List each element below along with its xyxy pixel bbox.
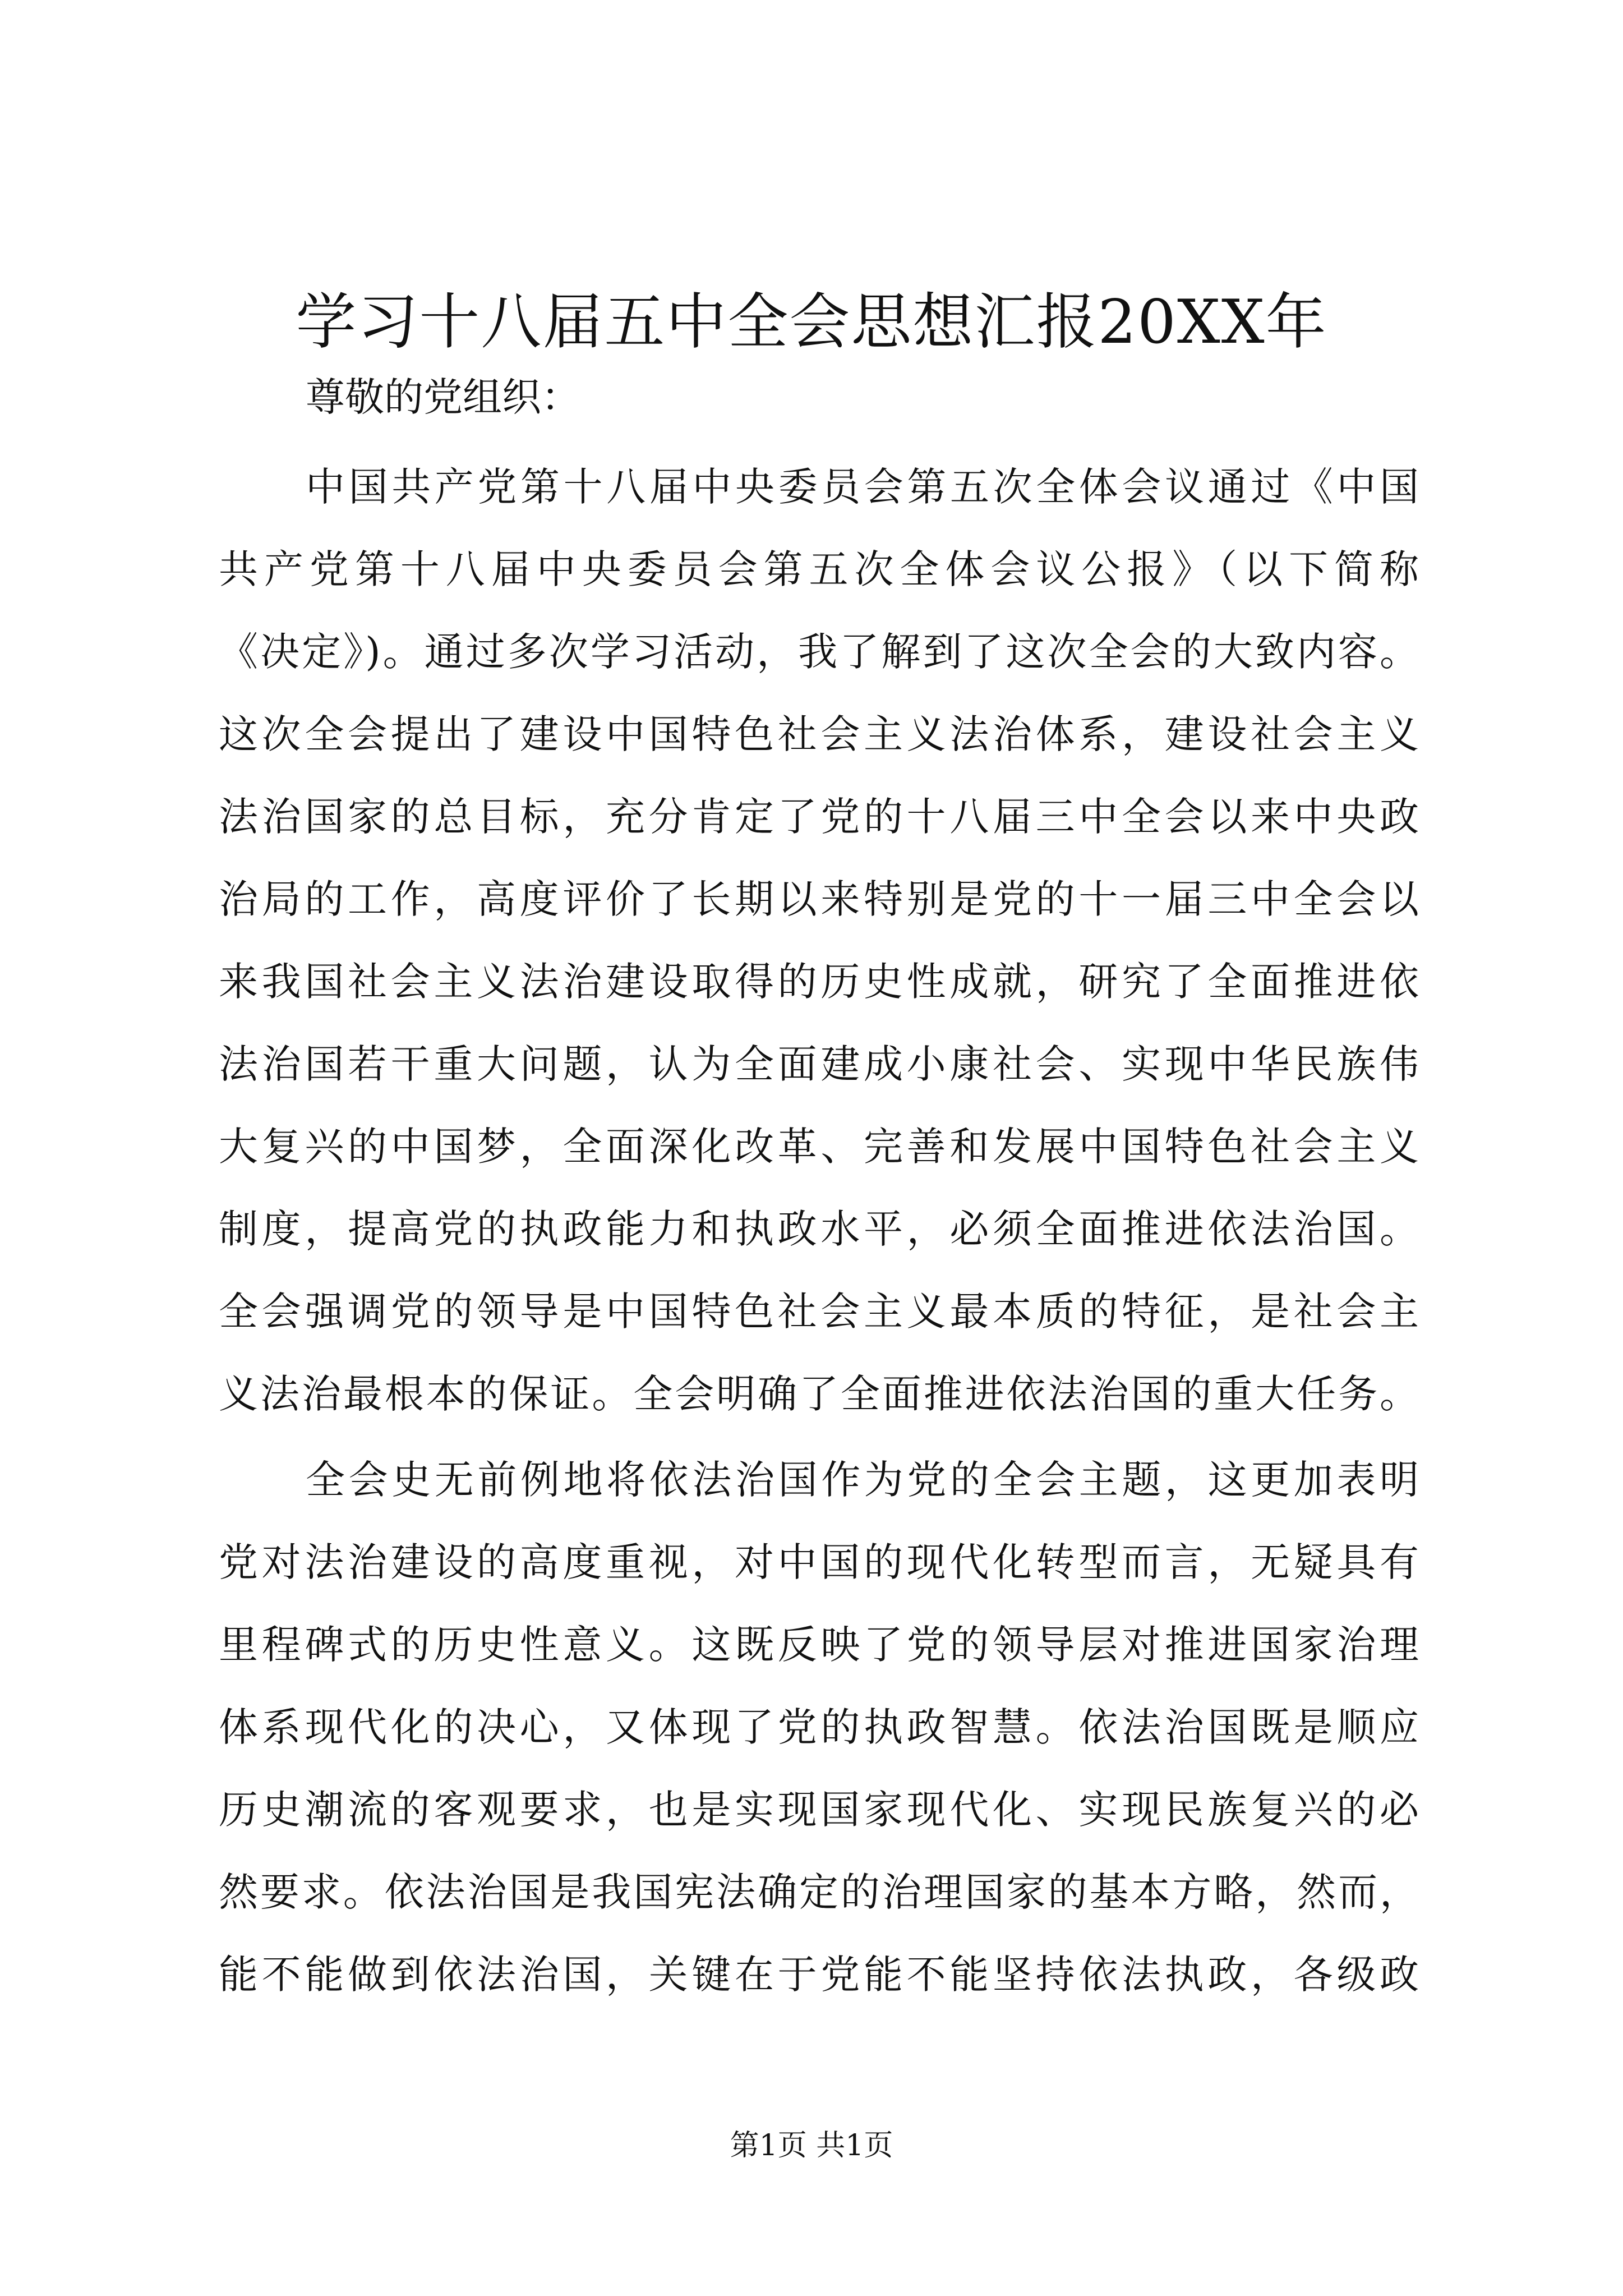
paragraph-line: 全会强调党的领导是中国特色社会主义最本质的特征，是社会主: [219, 1289, 1419, 1335]
paragraph-line: 里程碑式的历史性意义。这既反映了党的领导层对推进国家治理: [219, 1622, 1419, 1668]
paragraph-line: 治局的工作，高度评价了长期以来特别是党的十一届三中全会以: [219, 876, 1419, 922]
paragraph-line: 共产党第十八届中央委员会第五次全体会议公报》（以下简称: [219, 546, 1419, 592]
paragraph-line: 义法治最根本的保证。全会明确了全面推进依法治国的重大任务。: [219, 1371, 1419, 1417]
paragraph-line: 党对法治建设的高度重视，对中国的现代化转型而言，无疑具有: [219, 1539, 1419, 1585]
paragraph-line: 中国共产党第十八届中央委员会第五次全体会议通过《中国: [306, 464, 1419, 510]
paragraph-line: 来我国社会主义法治建设取得的历史性成就，研究了全面推进依: [219, 959, 1419, 1005]
paragraph-line: 法治国若干重大问题，认为全面建成小康社会、实现中华民族伟: [219, 1041, 1419, 1087]
page-footer: 第1页 共1页: [730, 2129, 893, 2162]
paragraph-line: 历史潮流的客观要求，也是实现国家现代化、实现民族复兴的必: [219, 1787, 1419, 1833]
paragraph-line: 法治国家的总目标，充分肯定了党的十八届三中全会以来中央政: [219, 794, 1419, 840]
paragraph-line: 能不能做到依法治国，关键在于党能不能坚持依法执政，各级政: [219, 1952, 1419, 1998]
paragraph-line: 制度，提高党的执政能力和执政水平，必须全面推进依法治国。: [219, 1206, 1419, 1252]
paragraph-line: 《决定》)。通过多次学习活动，我了解到了这次全会的大致内容。: [219, 629, 1419, 675]
salutation: 尊敬的党组织：: [306, 374, 580, 420]
document-title: 学习十八届五中全会思想汇报20XX年: [296, 287, 1327, 357]
paragraph-line: 大复兴的中国梦，全面深化改革、完善和发展中国特色社会主义: [219, 1124, 1419, 1170]
paragraph-line: 然要求。依法治国是我国宪法确定的治理国家的基本方略，然而，: [219, 1869, 1419, 1915]
paragraph-line: 这次全会提出了建设中国特色社会主义法治体系，建设社会主义: [219, 711, 1419, 757]
paragraph-line: 全会史无前例地将依法治国作为党的全会主题，这更加表明: [306, 1457, 1419, 1503]
paragraph-line: 体系现代化的决心，又体现了党的执政智慧。依法治国既是顺应: [219, 1704, 1419, 1750]
